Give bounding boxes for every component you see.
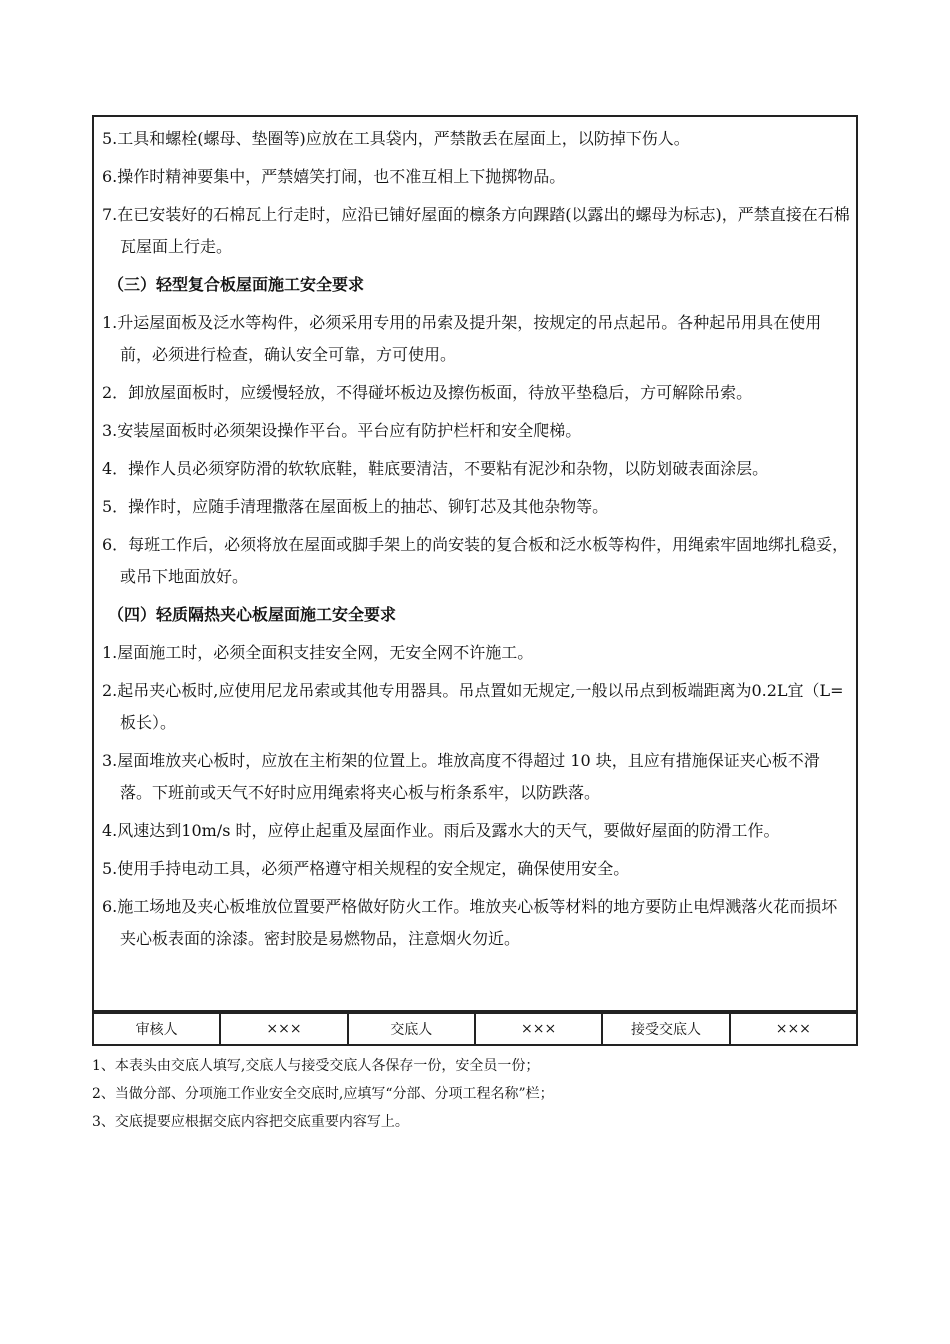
receiver-value: ××× — [730, 1013, 857, 1045]
list-item: 4.风速达到10m/s 时，应停止起重及屋面作业。雨后及露水大的天气，要做好屋面的防滑工作。 — [102, 821, 780, 840]
list-item: 5．操作时，应随手清理撒落在屋面板上的抽芯、铆钉芯及其他杂物等。 — [102, 497, 609, 516]
discloser-value: ××× — [475, 1013, 602, 1045]
discloser-label: 交底人 — [348, 1013, 475, 1045]
footnote: 2、当做分部、分项施工作业安全交底时,应填写“分部、分项工程名称”栏； — [92, 1086, 554, 1102]
section-heading: （三）轻型复合板屋面施工安全要求 — [108, 275, 365, 294]
list-item: 3.安装屋面板时必须架设操作平台。平台应有防护栏杆和安全爬梯。 — [102, 421, 582, 440]
footnote: 3、交底提要应根据交底内容把交底重要内容写上。 — [92, 1114, 409, 1130]
list-item: 1.屋面施工时，必须全面积支挂安全网，无安全网不许施工。 — [102, 643, 534, 662]
list-item: 6.施工场地及夹心板堆放位置要严格做好防火工作。堆放夹心板等材料的地方要防止电焊溅落火花而损坏夹心板表面的涂漆。密封胶是易燃物品，注意烟火勿近。 — [102, 897, 838, 948]
list-item: 7.在已安装好的石棉瓦上行走时，应沿已铺好屋面的檩条方向踝踏(以露出的螺母为标志)，严禁直接在石棉瓦屋面上行走。 — [102, 205, 850, 256]
footnote: 1、本表头由交底人填写,交底人与接受交底人各保存一份，安全员一份； — [92, 1058, 540, 1074]
list-item: 4．操作人员必须穿防滑的软软底鞋，鞋底要清洁，不要粘有泥沙和杂物，以防划破表面涂层。 — [102, 459, 769, 478]
reviewer-value: ××× — [220, 1013, 347, 1045]
list-item: 2.起吊夹心板时,应使用尼龙吊索或其他专用器具。吊点置如无规定,一般以吊点到板端距离为0.2L宜（L=板长）。 — [102, 681, 844, 732]
list-item: 6．每班工作后，必须将放在屋面或脚手架上的尚安装的复合板和泛水板等构件，用绳索牢固地绑扎稳妥，或吊下地面放好。 — [102, 535, 849, 586]
list-item: 3.屋面堆放夹心板时，应放在主桁架的位置上。堆放高度不得超过 10 块，且应有措施保证夹心板不滑落。下班前或天气不好时应用绳索将夹心板与桁条系牢，以防跌落。 — [102, 751, 820, 802]
disclosure-content — [102, 123, 850, 955]
list-item: 5.使用手持电动工具，必须严格遵守相关规程的安全规定，确保使用安全。 — [102, 859, 630, 878]
signature-table — [92, 1012, 858, 1046]
table-row — [93, 1013, 857, 1045]
disclosure-content-frame — [92, 115, 858, 1012]
list-item: 2．卸放屋面板时，应缓慢轻放，不得碰坏板边及擦伤板面，待放平垫稳后，方可解除吊索。 — [102, 383, 753, 402]
receiver-label: 接受交底人 — [602, 1013, 729, 1045]
section-heading: （四）轻质隔热夹心板屋面施工安全要求 — [108, 605, 397, 624]
list-item: 5.工具和螺栓(螺母、垫圈等)应放在工具袋内，严禁散丢在屋面上，以防掉下伤人。 — [102, 129, 690, 148]
reviewer-label: 审核人 — [93, 1013, 220, 1045]
list-item: 6.操作时精神要集中，严禁嬉笑打闹，也不准互相上下抛掷物品。 — [102, 167, 566, 186]
footnotes — [92, 1052, 872, 1136]
list-item: 1.升运屋面板及泛水等构件，必须采用专用的吊索及提升架，按规定的吊点起吊。各种起吊用具在使用前，必须进行检查，确认安全可靠，方可使用。 — [102, 313, 822, 364]
